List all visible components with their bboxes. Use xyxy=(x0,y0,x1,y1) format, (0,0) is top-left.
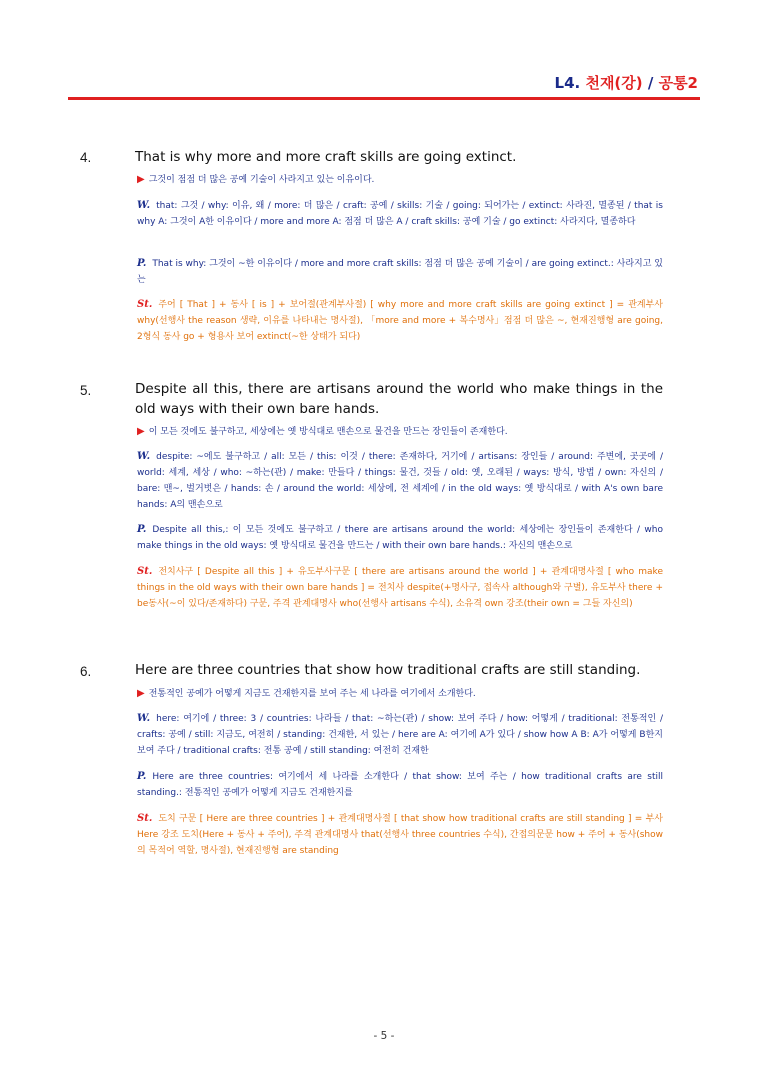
triangle-arrow-icon: ▶ xyxy=(137,688,145,699)
word-notes xyxy=(137,711,663,759)
word-mark: W. xyxy=(137,451,151,462)
phrase-mark: P. xyxy=(137,258,147,269)
title-separator: / xyxy=(642,74,659,92)
item-number: 6. xyxy=(80,664,92,679)
item-number: 5. xyxy=(80,383,92,398)
structure-notes xyxy=(137,297,663,345)
phrase-notes-text: Here are three countries: 여기에서 세 나라를 소개한다 / that show: 보여 주는 / how traditional crafts are still standing.: 전통적인 공예가 어떻게 지금도 건재한지를 xyxy=(137,772,663,798)
word-notes-text: that: 그것 / why: 이유, 왜 / more: 더 많은 / craft: 공예 / skills: 기술 / going: 되어가는 / extinct: 사라진, 멸종된 / that is why A: 그것이 A한 이유이다 / more and more A: 점점 더 많은 A / craft skills: 공예 기술 / go extinct: 사라지다, 멸종하다 xyxy=(137,201,663,227)
course-name: 공통2 xyxy=(658,74,698,92)
page-number: - 5 - xyxy=(373,1030,395,1042)
english-sentence: Despite all this, there are artisans around the world who make things in the old ways with their own bare hands. xyxy=(135,381,663,417)
textbook-name: 천재(강) xyxy=(585,74,643,92)
phrase-notes xyxy=(137,522,663,554)
structure-notes-text: 주어 [ That ] + 동사 [ is ] + 보어절(관계부사절) [ why more and more craft skills are going extinct ] = 관계부사 why(선행사 the reason 생략, 이유를 나타내는 명사절), 「more and more + 복수명사」점점 더 많은 ~, 현재진행형 are going, 2형식 동사 go + 형용사 보어 extinct(~한 상태가 되다) xyxy=(137,300,663,342)
structure-notes-text: 도치 구문 [ Here are three countries ] + 관계대명사절 [ that show how traditional crafts are still standing ] = 부사 Here 강조 도치(Here + 동사 + 주어), 주격 관계대명사 that(선행사 three countries 수식), 간접의문문 how + 주어 + 동사(show의 목적어 역할, 명사절), 현재진행형 are standing xyxy=(137,814,663,856)
phrase-notes xyxy=(137,769,663,801)
structure-mark: St. xyxy=(137,299,153,310)
phrase-notes-text: Despite all this,: 이 모든 것에도 불구하고 / there are artisans around the world: 세상에는 장인들이 존재한다 / who make things in the old ways: 옛 방식대로 물건을 만드는 / with their own bare hands.: 자신의 맨손으로 xyxy=(137,525,663,551)
english-sentence: That is why more and more craft skills are going extinct. xyxy=(135,149,517,165)
translation-text: 전통적인 공예가 어떻게 지금도 건재한지를 보여 주는 세 나라를 여기에서 소개한다. xyxy=(148,689,476,699)
structure-mark: St. xyxy=(137,813,153,824)
triangle-arrow-icon: ▶ xyxy=(137,426,145,437)
korean-translation xyxy=(137,172,667,188)
korean-translation xyxy=(137,424,667,440)
korean-translation xyxy=(137,686,667,702)
word-mark: W. xyxy=(137,713,151,724)
structure-notes xyxy=(137,811,663,859)
header-divider xyxy=(68,97,700,100)
phrase-notes xyxy=(137,256,663,288)
word-notes xyxy=(137,449,663,513)
word-notes xyxy=(137,198,663,230)
triangle-arrow-icon: ▶ xyxy=(137,174,145,185)
structure-notes-text: 전치사구 [ Despite all this ] + 유도부사구문 [ there are artisans around the world ] + 관계대명사절 [ who make things in the old ways with their own bare hands ] = 전치사 despite(+명사구, 접속사 although와 구별), 유도부사 there + be동사(~이 있다/존재하다) 구문, 주격 관계대명사 who(선행사 artisans 수식), 소유격 own 강조(their own = 그들 자신의) xyxy=(137,567,663,609)
structure-notes xyxy=(137,564,663,612)
lesson-number: L4. xyxy=(554,74,581,92)
word-notes-text: despite: ~에도 불구하고 / all: 모든 / this: 이것 / there: 존재하다, 거기에 / artisans: 장인들 / around: 주변에, 곳곳에 / world: 세계, 세상 / who: ~하는(관) / make: 만들다 / things: 물건, 것들 / old: 옛, 오래된 / ways: 방식, 방법 / own: 자신의 / bare: 맨~, 벌거벗은 / hands: 손 / around the world: 세상에, 전 세계에 / in the old ways: 옛 방식대로 / with A's own bare hands: A의 맨손으로 xyxy=(137,452,663,510)
phrase-notes-text: That is why: 그것이 ~한 이유이다 / more and more craft skills: 점점 더 많은 공예 기술이 / are going extinct.: 사라지고 있는 xyxy=(137,259,663,285)
word-mark: W. xyxy=(137,200,151,211)
structure-mark: St. xyxy=(137,566,153,577)
word-notes-text: here: 여기에 / three: 3 / countries: 나라들 / that: ~하는(관) / show: 보여 주다 / how: 어떻게 / traditional: 전통적인 / crafts: 공예 / still: 지금도, 여전히 / standing: 건재한, 서 있는 / here are A: 여기에 A가 있다 / show how A B: A가 어떻게 B한지 보여 주다 / traditional crafts: 전통 공예 / still standing: 여전히 건재한 xyxy=(137,714,663,756)
item-number: 4. xyxy=(80,150,92,165)
translation-text: 그것이 점점 더 많은 공예 기술이 사라지고 있는 이유이다. xyxy=(148,175,375,185)
english-sentence: Here are three countries that show how traditional crafts are still standing. xyxy=(135,662,641,678)
page-header-title xyxy=(555,72,698,93)
translation-text: 이 모든 것에도 불구하고, 세상에는 옛 방식대로 맨손으로 물건을 만드는 장인들이 존재한다. xyxy=(148,427,508,437)
phrase-mark: P. xyxy=(137,771,147,782)
phrase-mark: P. xyxy=(137,524,147,535)
